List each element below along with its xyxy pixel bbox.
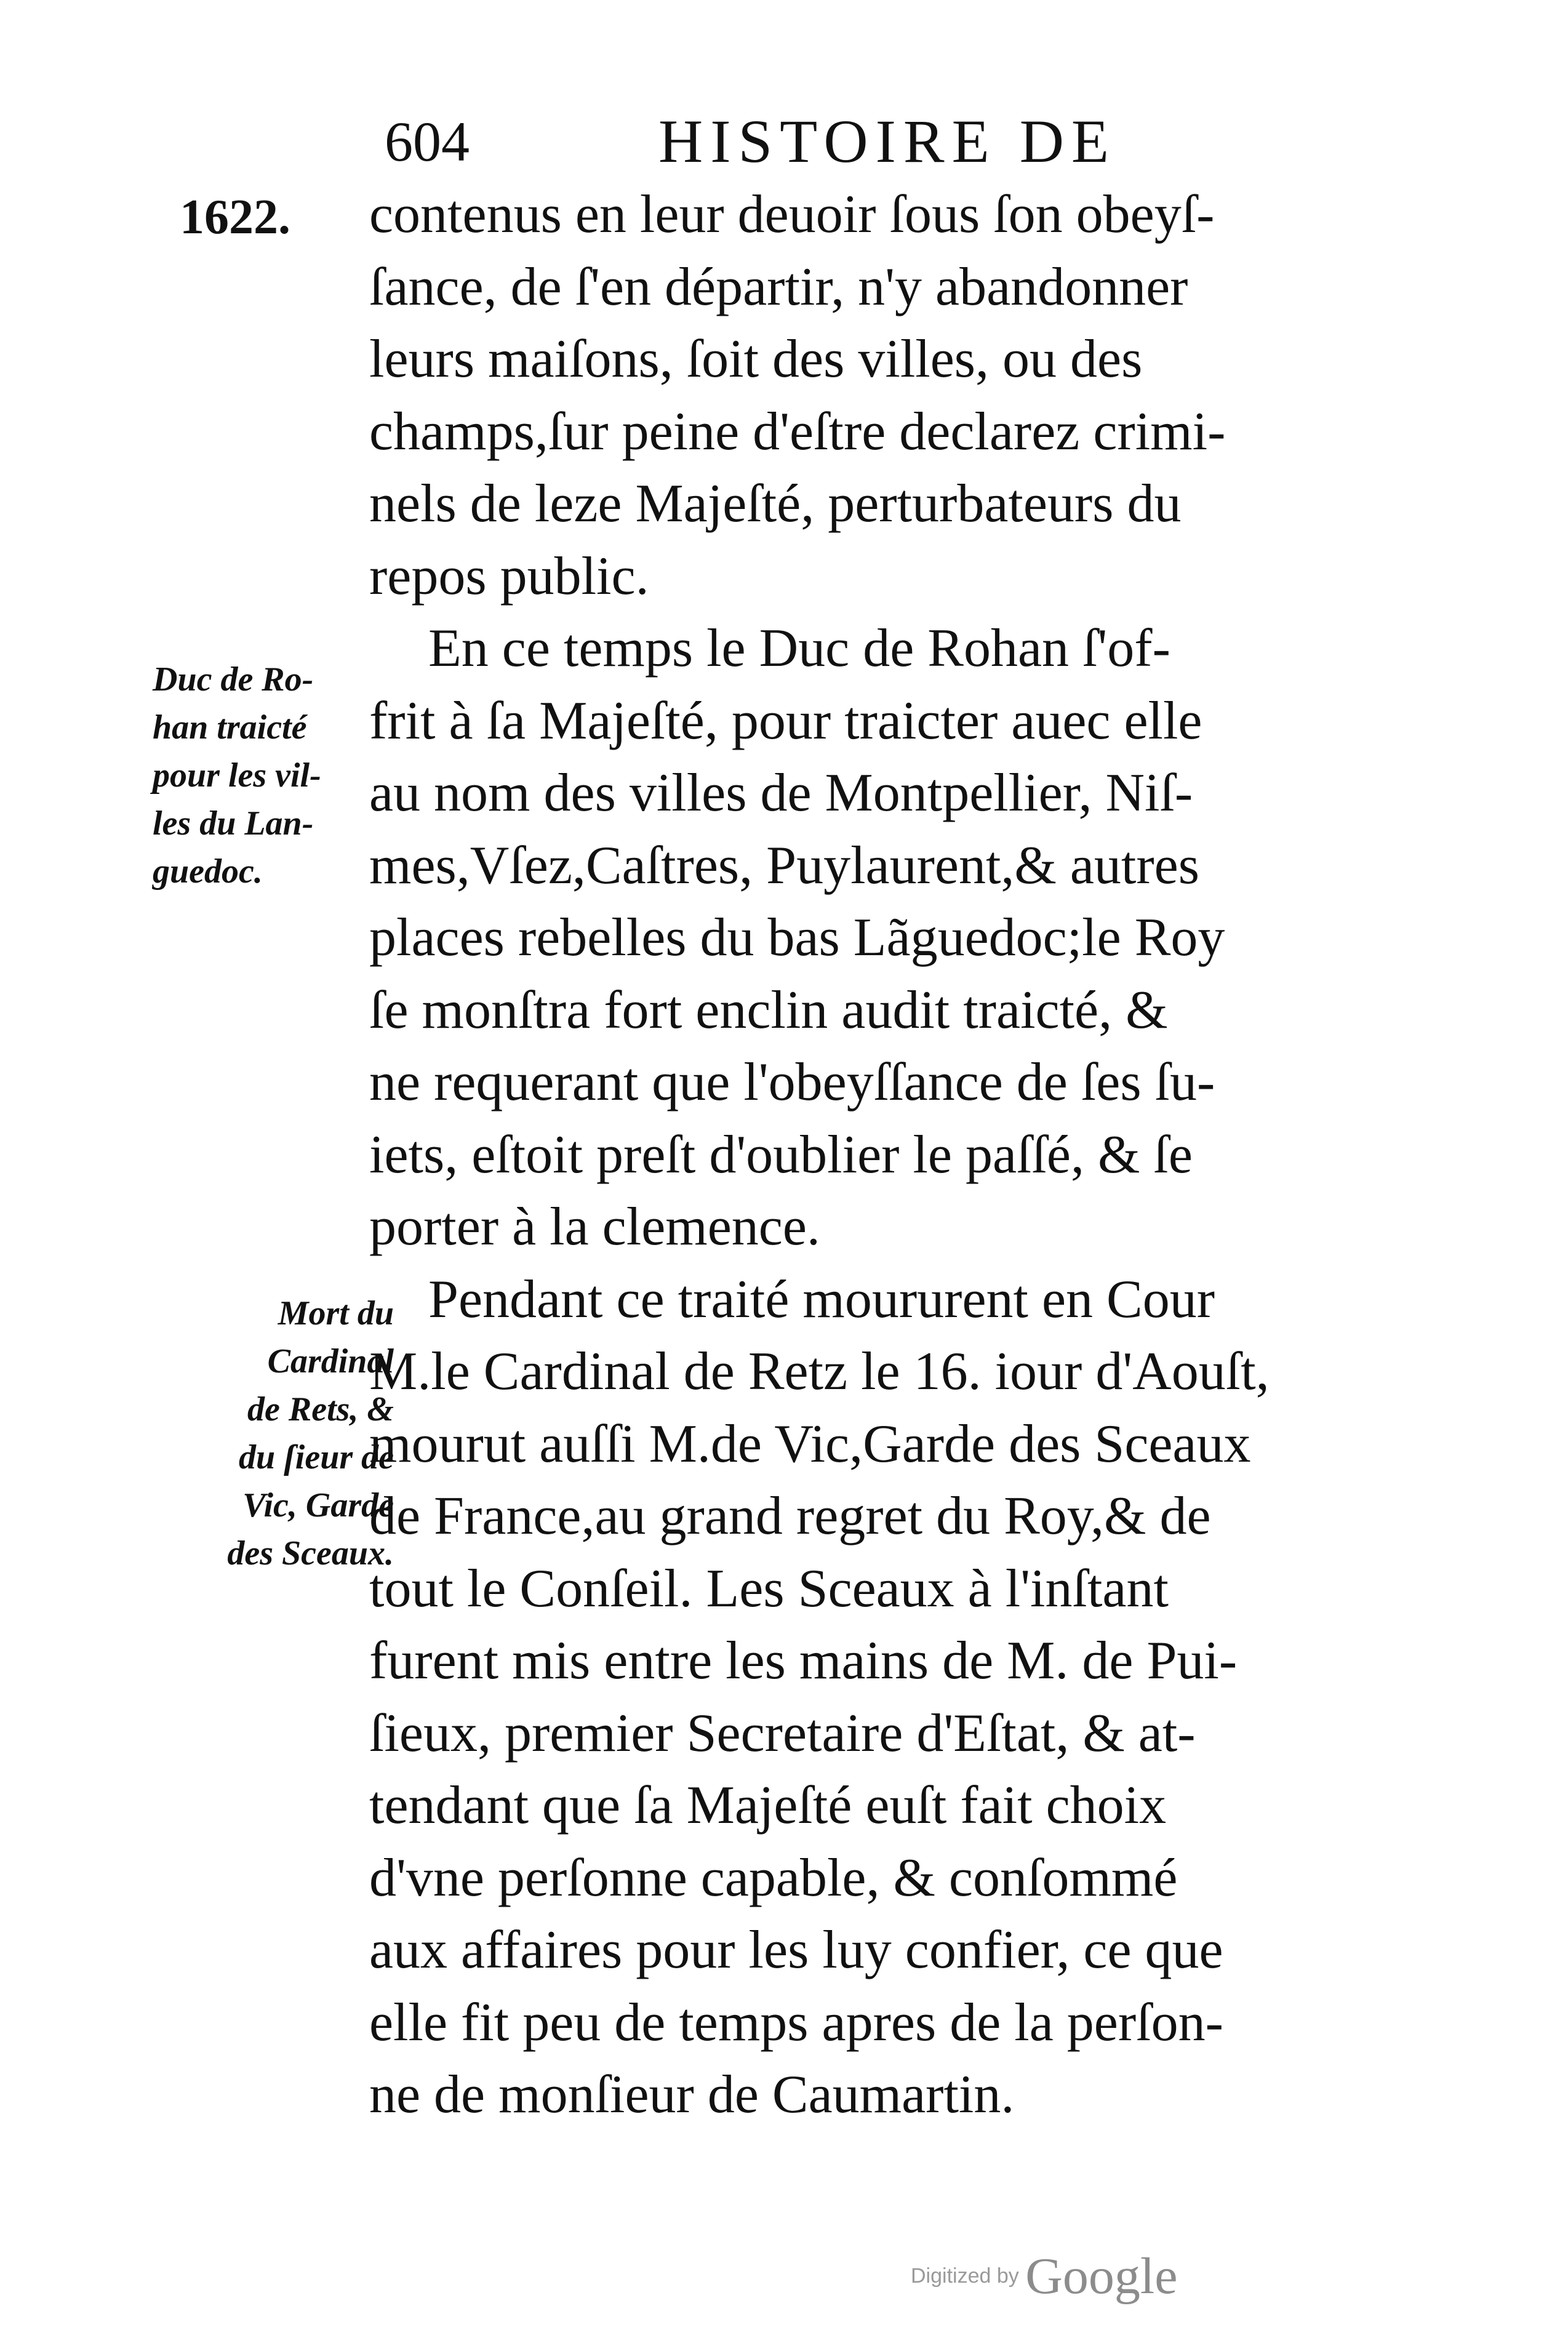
- margin-note-line: Duc de Ro-: [153, 660, 314, 699]
- text-line: de France,au grand regret du Roy,& de: [369, 1486, 1211, 1546]
- text-line: mes,Vſez,Caſtres, Puylaurent,& autres: [369, 835, 1199, 895]
- text-line: ne de monſieur de Caumartin.: [369, 2065, 1015, 2125]
- text-line: au nom des villes de Montpellier, Niſ-: [369, 763, 1193, 823]
- margin-note-rohan: [153, 655, 374, 895]
- margin-note-line: des Sceaux.: [227, 1534, 394, 1572]
- text-line: ſieux, premier Secretaire d'Eſtat, & at-: [369, 1703, 1196, 1763]
- text-line: iets, eſtoit preſt d'oublier le paſſé, & ſe: [369, 1124, 1193, 1185]
- margin-note-line: les du Lan-: [153, 804, 314, 843]
- margin-note-line: Cardinal: [267, 1342, 394, 1380]
- text-line: elle fit peu de temps apres de la perſon-: [369, 1992, 1223, 2053]
- text-line: M.le Cardinal de Retz le 16. iour d'Aouſt,: [369, 1342, 1270, 1401]
- watermark-prefix: Digitized by: [911, 2264, 1019, 2288]
- text-line: ne requerant que l'obeyſſance de ſes ſu-: [369, 1052, 1215, 1112]
- margin-note-line: de Rets, &: [247, 1390, 394, 1428]
- margin-note-line: du ſieur de: [239, 1438, 394, 1476]
- text-line: champs,ſur peine d'eſtre declarez crimi-: [369, 401, 1226, 462]
- text-line: contenus en leur deuoir ſous ſon obeyſ-: [369, 185, 1215, 244]
- margin-note-line: Mort du: [278, 1294, 394, 1332]
- google-logo: Google: [1025, 2248, 1178, 2305]
- margin-note-cardinal: [148, 1289, 394, 1577]
- text-line: porter à la clemence.: [369, 1197, 820, 1257]
- text-line: places rebelles du bas Lãguedoc;le Roy: [369, 908, 1225, 967]
- year-marker: 1622.: [180, 190, 290, 244]
- margin-note-line: guedoc.: [153, 852, 263, 891]
- text-line: tendant que ſa Majeſté euſt fait choix: [369, 1776, 1167, 1835]
- margin-note-line: han traicté: [153, 708, 307, 747]
- running-title: HISTOIRE DE: [658, 107, 1117, 175]
- body-text: [369, 178, 1440, 2131]
- text-line: frit à ſa Majeſté, pour traicter auec elle: [369, 691, 1202, 751]
- text-line: leurs maiſons, ſoit des villes, ou des: [369, 329, 1143, 389]
- page-header: [0, 105, 1568, 178]
- margin-note-line: Vic, Garde: [242, 1486, 394, 1524]
- text-line: furent mis entre les mains de M. de Pui-: [369, 1631, 1238, 1691]
- text-line: tout le Conſeil. Les Sceaux à l'inſtant: [369, 1558, 1169, 1619]
- text-line: ſance, de ſ'en départir, n'y abandonner: [369, 257, 1188, 317]
- text-line: aux affaires pour les luy confier, ce que: [369, 1920, 1223, 1980]
- text-line: d'vne perſonne capable, & conſommé: [369, 1848, 1178, 1908]
- margin-note-line: pour les vil-: [153, 756, 321, 795]
- text-line: nels de leze Majeſté, perturbateurs du: [369, 474, 1182, 534]
- paragraph-start-line: En ce temps le Duc de Rohan ſ'of-: [428, 619, 1170, 678]
- text-line: mourut auſſi M.de Vic,Garde des Sceaux: [369, 1414, 1251, 1474]
- text-line: repos public.: [369, 546, 649, 606]
- text-line: ſe monſtra fort enclin audit traicté, &: [369, 980, 1168, 1040]
- digitized-watermark: [911, 2246, 1178, 2306]
- page-number: 604: [385, 110, 470, 173]
- paragraph-start-line: Pendant ce traité moururent en Cour: [428, 1269, 1215, 1329]
